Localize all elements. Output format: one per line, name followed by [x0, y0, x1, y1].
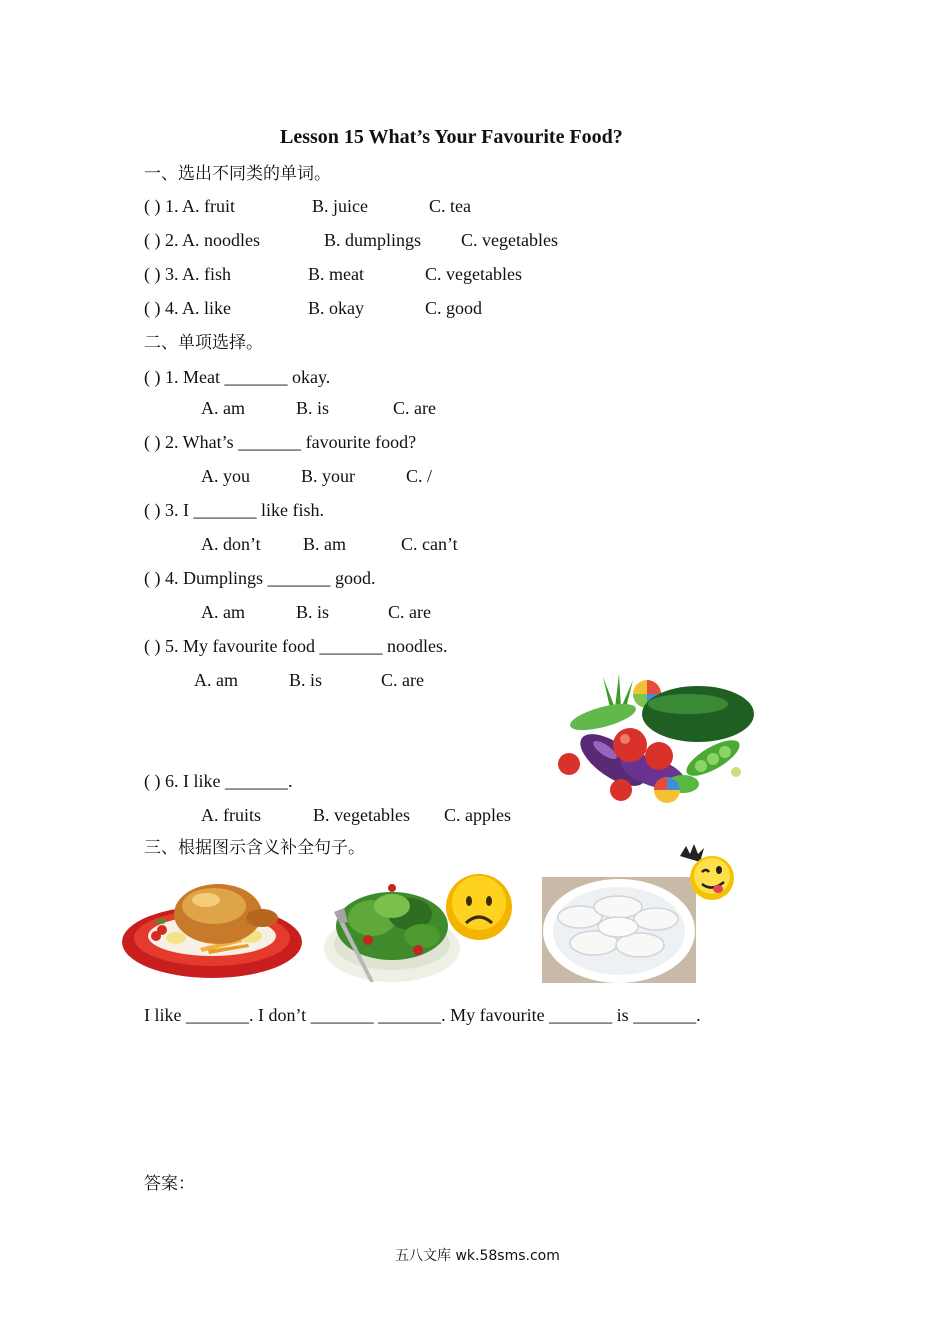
page-title: Lesson 15 What’s Your Favourite Food?	[280, 126, 623, 148]
vegetables-illustration	[553, 672, 758, 810]
s1-q4-option-b: B. okay	[308, 298, 364, 318]
s2-q4-option-c: C. are	[388, 602, 431, 622]
s2-q6-option-b: B. vegetables	[313, 805, 410, 825]
s2-q3-stem: ( ) 3. I _______ like fish.	[144, 500, 324, 520]
section3-heading: 三、根据图示含义补全句子。	[144, 838, 365, 858]
s2-q5-option-a: A. am	[194, 670, 238, 690]
s2-q5-option-c: C. are	[381, 670, 424, 690]
s2-q3-option-c: C. can’t	[401, 534, 458, 554]
s1-q2-option-c: C. vegetables	[461, 230, 558, 250]
s2-q1-stem: ( ) 1. Meat _______ okay.	[144, 367, 331, 387]
s2-q4-option-b: B. is	[296, 602, 330, 622]
s2-q3-option-b: B. am	[303, 534, 346, 554]
s2-q2-option-c: C. /	[406, 466, 433, 486]
s2-q4-option-a: A. am	[201, 602, 245, 622]
s1-q1-stem: ( ) 1. A. fruit	[144, 196, 235, 216]
s1-q1-option-b: B. juice	[312, 196, 368, 216]
s2-q2-option-b: B. your	[301, 466, 355, 486]
roast-chicken-picture	[120, 878, 304, 982]
s1-q3-option-c: C. vegetables	[425, 264, 522, 284]
s2-q5-option-b: B. is	[289, 670, 323, 690]
s2-q1-option-b: B. is	[296, 398, 330, 418]
s1-q1-option-c: C. tea	[429, 196, 471, 216]
s2-q2-stem: ( ) 2. What’s _______ favourite food?	[144, 432, 417, 452]
s1-q3-option-b: B. meat	[308, 264, 364, 284]
s2-q6-option-a: A. fruits	[201, 805, 261, 825]
s2-q1-option-a: A. am	[201, 398, 245, 418]
answer-label: 答案：	[144, 1174, 195, 1194]
footer-watermark: 五八文库 wk.58sms.com	[395, 1248, 560, 1264]
section1-heading: 一、选出不同类的单词。	[144, 164, 331, 184]
s1-q2-stem: ( ) 2. A. noodles	[144, 230, 260, 250]
s2-q6-option-c: C. apples	[444, 805, 511, 825]
dumplings-picture	[542, 877, 696, 983]
salad-picture	[322, 878, 462, 984]
s2-q3-option-a: A. don’t	[201, 534, 261, 554]
sad-face-icon	[444, 873, 514, 941]
s2-q2-option-a: A. you	[201, 466, 250, 486]
fill-in-sentence: I like _______. I don’t _______ _______. My favourite _______ is _______.	[144, 1005, 701, 1025]
s1-q2-option-b: B. dumplings	[324, 230, 422, 250]
s2-q6-stem: ( ) 6. I like _______.	[144, 771, 293, 791]
s1-q4-option-c: C. good	[425, 298, 483, 318]
s1-q3-stem: ( ) 3. A. fish	[144, 264, 231, 284]
s2-q5-stem: ( ) 5. My favourite food _______ noodles.	[144, 636, 448, 656]
section2-heading: 二、单项选择。	[144, 333, 263, 353]
s1-q4-stem: ( ) 4. A. like	[144, 298, 231, 318]
s2-q1-option-c: C. are	[393, 398, 436, 418]
winking-face-icon	[678, 842, 736, 904]
s2-q4-stem: ( ) 4. Dumplings _______ good.	[144, 568, 376, 588]
